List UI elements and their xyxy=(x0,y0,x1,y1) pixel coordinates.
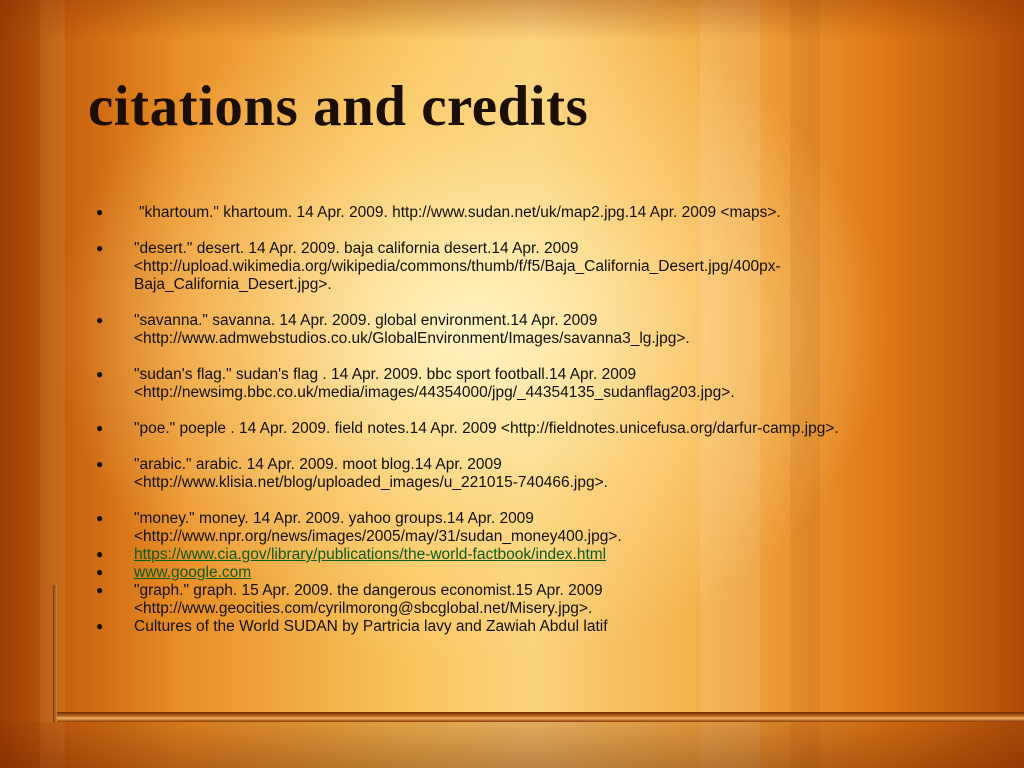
background-band xyxy=(0,0,1024,40)
citation-item xyxy=(96,510,976,546)
citation-item xyxy=(96,312,976,348)
bullet-icon: ● xyxy=(96,313,104,327)
citation-line: <http://upload.wikimedia.org/wikipedia/commons/thumb/f/f5/Baja_California_Desert.jpg/400px- xyxy=(134,258,781,275)
bullet-icon: ● xyxy=(96,619,104,633)
citation-line: "money." money. 14 Apr. 2009. yahoo groups.14 Apr. 2009 xyxy=(134,510,534,527)
slide-title: citations and credits xyxy=(88,75,589,138)
background-band xyxy=(0,722,1024,768)
citation-line: "desert." desert. 14 Apr. 2009. baja california desert.14 Apr. 2009 xyxy=(134,240,579,257)
bullet-icon: ● xyxy=(96,367,104,381)
citation-line: "poe." poeple . 14 Apr. 2009. field notes.14 Apr. 2009 <http://fieldnotes.unicefusa.org/darfur-camp.jpg>. xyxy=(134,420,839,437)
bullet-icon: ● xyxy=(96,565,104,579)
citation-line: "sudan's flag." sudan's flag . 14 Apr. 2009. bbc sport football.14 Apr. 2009 xyxy=(134,366,637,383)
citation-line: <http://www.admwebstudios.co.uk/GlobalEnvironment/Images/savanna3_lg.jpg>. xyxy=(134,330,690,347)
citation-item xyxy=(96,564,976,582)
citation-line: Cultures of the World SUDAN by Partricia lavy and Zawiah Abdul latif xyxy=(134,618,608,635)
citation-item xyxy=(96,204,976,222)
citation-list xyxy=(96,204,976,636)
citation-line: <http://www.geocities.com/cyrilmorong@sbcglobal.net/Misery.jpg>. xyxy=(134,600,593,617)
citation-line: Baja_California_Desert.jpg>. xyxy=(134,276,332,293)
citation-line: <http://www.npr.org/news/images/2005/may/31/sudan_money400.jpg>. xyxy=(134,528,622,545)
citation-item xyxy=(96,618,976,636)
citation-item xyxy=(96,582,976,618)
citation-item xyxy=(96,366,976,402)
citation-line: <http://newsimg.bbc.co.uk/media/images/44354000/jpg/_44354135_sudanflag203.jpg>. xyxy=(134,384,735,401)
bullet-icon: ● xyxy=(96,241,104,255)
citation-item xyxy=(96,546,976,564)
bullet-icon: ● xyxy=(96,511,104,525)
decorative-frame-line xyxy=(53,585,57,722)
citation-item xyxy=(96,456,976,492)
bullet-icon: ● xyxy=(96,583,104,597)
bullet-icon: ● xyxy=(96,457,104,471)
citation-line: "arabic." arabic. 14 Apr. 2009. moot blog.14 Apr. 2009 xyxy=(134,456,502,473)
google-link[interactable]: www.google.com xyxy=(134,564,252,581)
bullet-icon: ● xyxy=(96,421,104,435)
citation-line: <http://www.klisia.net/blog/uploaded_images/u_221015-740466.jpg>. xyxy=(134,474,608,491)
citation-line: "khartoum." khartoum. 14 Apr. 2009. http://www.sudan.net/uk/map2.jpg.14 Apr. 2009 <maps>. xyxy=(139,204,781,221)
cia-factbook-link[interactable]: https://www.cia.gov/library/publications/the-world-factbook/index.html xyxy=(134,546,607,563)
citation-line: "graph." graph. 15 Apr. 2009. the dangerous economist.15 Apr. 2009 xyxy=(134,582,603,599)
citation-line: "savanna." savanna. 14 Apr. 2009. global environment.14 Apr. 2009 xyxy=(134,312,598,329)
decorative-frame-line xyxy=(55,712,1024,722)
bullet-icon: ● xyxy=(96,547,104,561)
citation-item xyxy=(96,420,976,438)
bullet-icon: ● xyxy=(96,205,104,219)
citation-item xyxy=(96,240,976,294)
